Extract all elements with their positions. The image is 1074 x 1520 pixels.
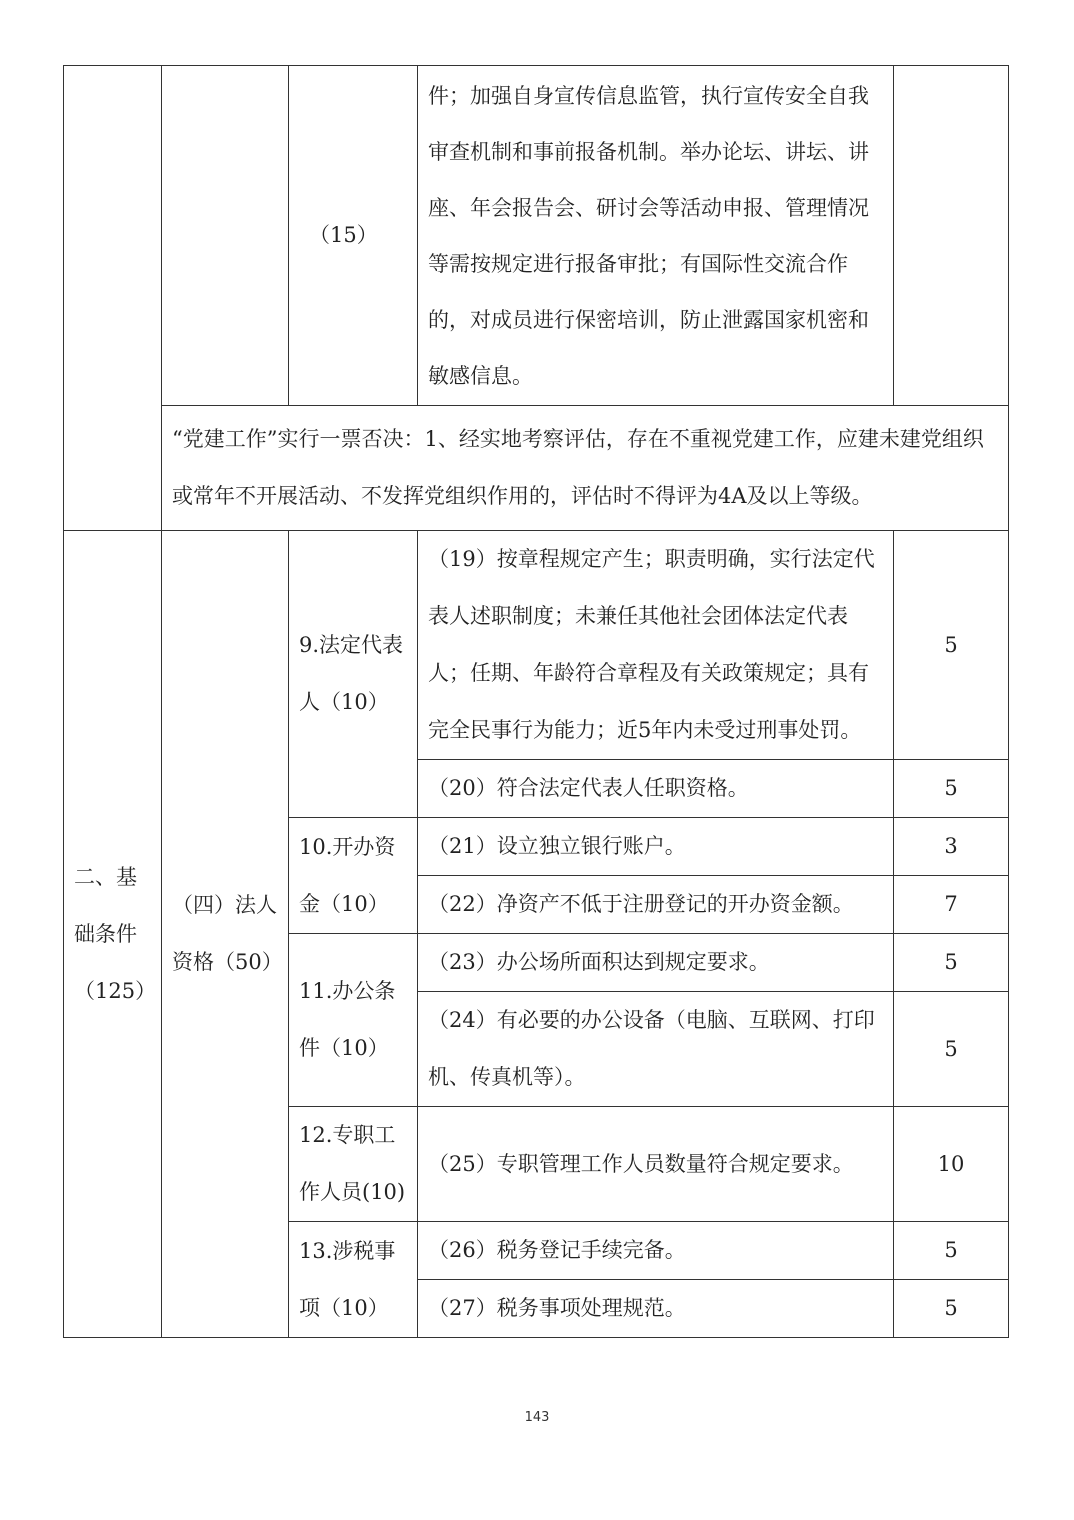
content-cell: （23）办公场所面积达到规定要求。 — [418, 934, 894, 992]
row-index-cell — [289, 66, 418, 406]
page-number: 143 — [524, 1410, 550, 1425]
indicator-label: 13.涉税事项（10） — [289, 1222, 418, 1338]
content-cell: 件；加强自身宣传信息监管，执行宣传安全自我审查机制和事前报备机制。举办论坛、讲坛、讲座、年会报告会、研讨会等活动申报、管理情况等需按规定进行报备审批；有国际性交流合作的，对成员进行保密培训，防止泄露国家机密和敏感信息。 — [418, 66, 894, 406]
content-cell: （21）设立独立银行账户。 — [418, 818, 894, 876]
table-row — [64, 406, 1009, 531]
score-cell: 5 — [894, 1280, 1009, 1338]
content-cell: （25）专职管理工作人员数量符合规定要求。 — [418, 1107, 894, 1222]
score-cell: 5 — [894, 992, 1009, 1107]
indicator-label: 11.办公条件（10） — [289, 934, 418, 1107]
content-cell: （20）符合法定代表人任职资格。 — [418, 760, 894, 818]
indicator-label: 10.开办资金（10） — [289, 818, 418, 934]
level1-category: 二、基础条件（125） — [64, 531, 162, 1338]
score-cell: 5 — [894, 760, 1009, 818]
content-cell: （27）税务事项处理规范。 — [418, 1280, 894, 1338]
table-row — [64, 66, 1009, 406]
level1-cell-empty — [64, 66, 162, 531]
indicator-label: 12.专职工作人员(10) — [289, 1107, 418, 1222]
content-cell: （26）税务登记手续完备。 — [418, 1222, 894, 1280]
evaluation-table — [63, 65, 1009, 1338]
level2-cell-empty — [162, 66, 289, 406]
score-cell — [894, 66, 1009, 406]
content-cell: （22）净资产不低于注册登记的开办资金额。 — [418, 876, 894, 934]
table-row — [64, 531, 1009, 760]
row-index: （15） — [309, 223, 378, 247]
score-cell: 3 — [894, 818, 1009, 876]
score-cell: 5 — [894, 1222, 1009, 1280]
content-cell: （19）按章程规定产生；职责明确，实行法定代表人述职制度；未兼任其他社会团体法定代表人；任期、年龄符合章程及有关政策规定；具有完全民事行为能力；近5年内未受过刑事处罚。 — [418, 531, 894, 760]
level2-category: （四）法人资格（50） — [162, 531, 289, 1338]
content-cell: （24）有必要的办公设备（电脑、互联网、打印机、传真机等）。 — [418, 992, 894, 1107]
score-cell: 5 — [894, 934, 1009, 992]
veto-note: “党建工作”实行一票否决：1、经实地考察评估，存在不重视党建工作，应建未建党组织或常年不开展活动、不发挥党组织作用的，评估时不得评为4A及以上等级。 — [162, 406, 1009, 531]
score-cell: 7 — [894, 876, 1009, 934]
score-cell: 10 — [894, 1107, 1009, 1222]
indicator-label: 9.法定代表人（10） — [289, 531, 418, 818]
score-cell: 5 — [894, 531, 1009, 760]
